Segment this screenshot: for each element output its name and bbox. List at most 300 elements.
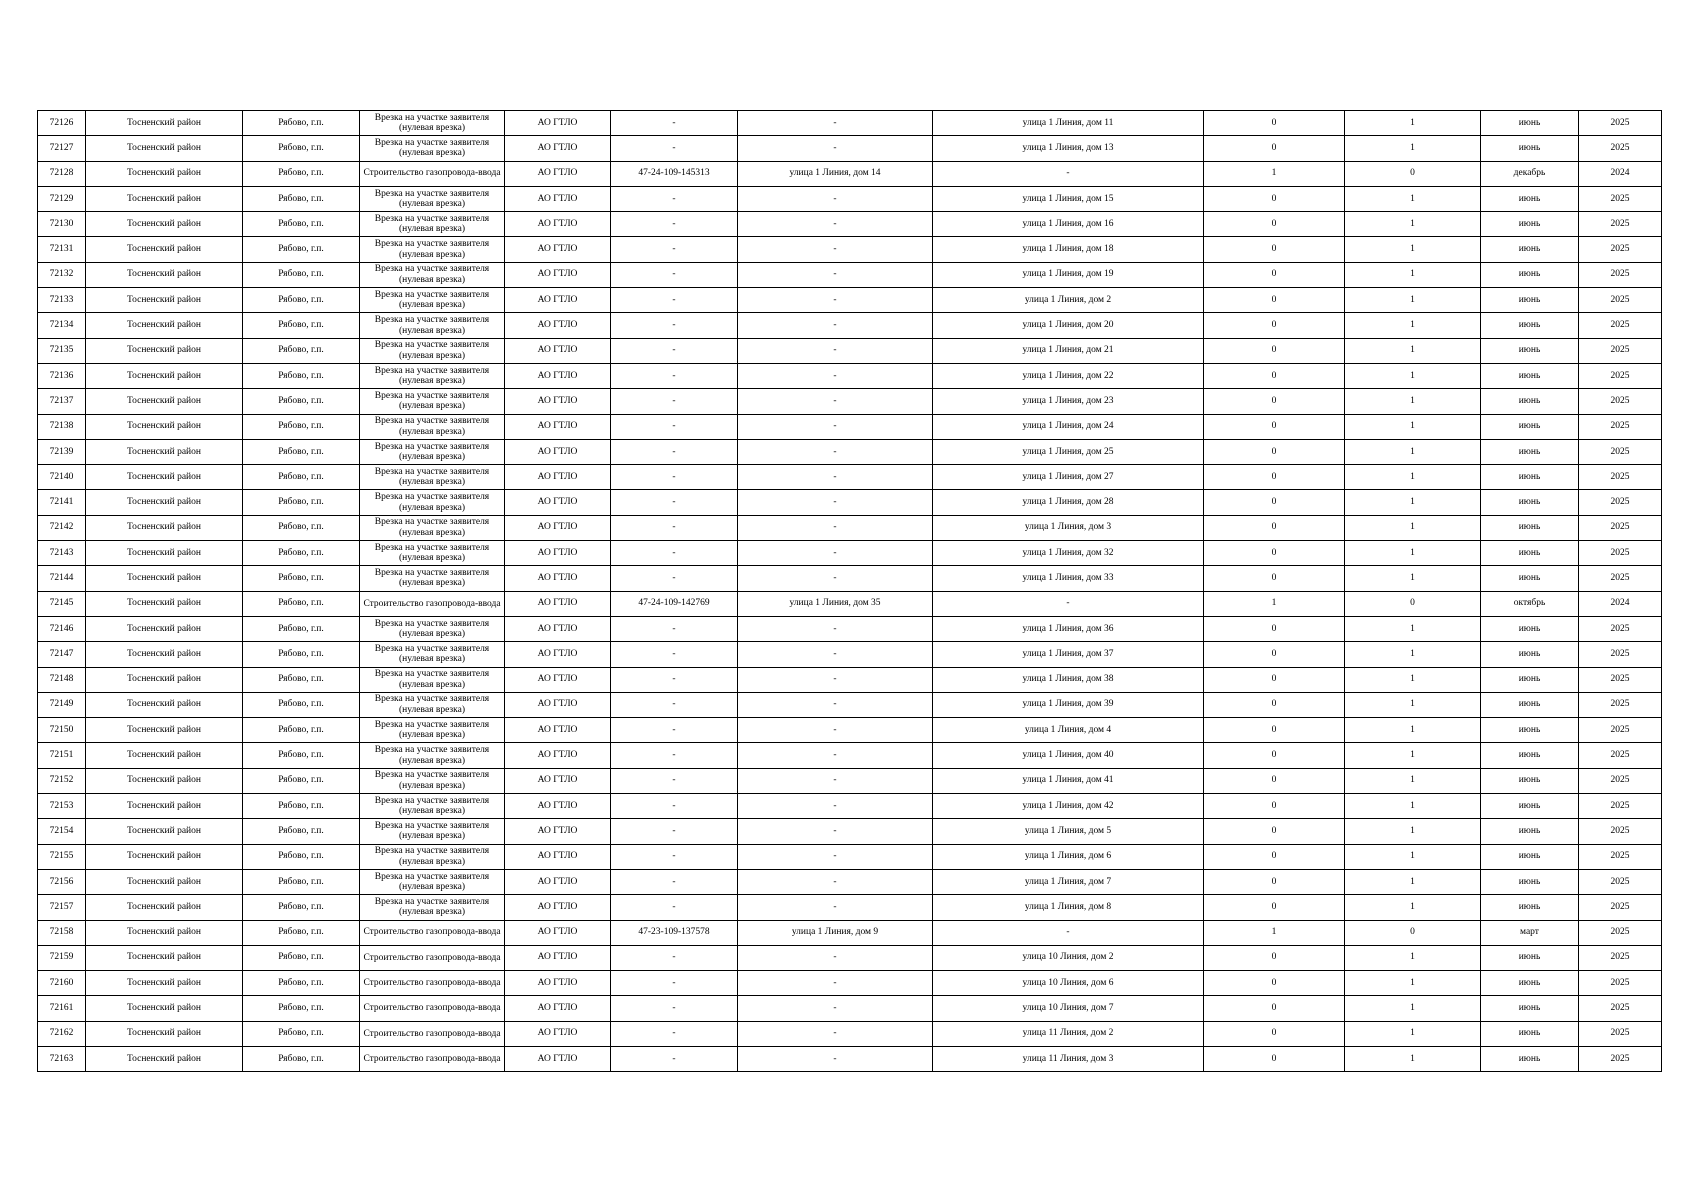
- district-cell: Тосненский район: [86, 642, 243, 667]
- address-secondary-cell: улица 10 Линия, дом 2: [933, 945, 1204, 970]
- count-a-cell: 0: [1204, 136, 1345, 161]
- address-secondary-cell: улица 1 Линия, дом 22: [933, 363, 1204, 388]
- settlement-cell: Рябово, г.п.: [243, 920, 360, 945]
- cadastral-number-cell: -: [611, 768, 738, 793]
- district-cell: Тосненский район: [86, 111, 243, 136]
- count-a-cell: 0: [1204, 768, 1345, 793]
- row-id-cell: 72137: [38, 389, 86, 414]
- organization-cell: АО ГТЛО: [505, 262, 611, 287]
- row-id-cell: 72142: [38, 515, 86, 540]
- month-cell: июнь: [1481, 288, 1579, 313]
- cadastral-number-cell: -: [611, 642, 738, 667]
- table-row: [38, 945, 1662, 970]
- organization-cell: АО ГТЛО: [505, 869, 611, 894]
- count-a-cell: 0: [1204, 515, 1345, 540]
- row-id-cell: 72162: [38, 1021, 86, 1046]
- year-cell: 2025: [1579, 212, 1662, 237]
- address-primary-cell: -: [738, 237, 933, 262]
- year-cell: 2025: [1579, 111, 1662, 136]
- district-cell: Тосненский район: [86, 844, 243, 869]
- row-id-cell: 72157: [38, 895, 86, 920]
- year-cell: 2025: [1579, 996, 1662, 1021]
- count-b-cell: 1: [1345, 212, 1481, 237]
- cadastral-number-cell: -: [611, 743, 738, 768]
- count-b-cell: 1: [1345, 186, 1481, 211]
- address-primary-cell: -: [738, 313, 933, 338]
- work-type-cell: Врезка на участке заявителя (нулевая врезка): [360, 819, 505, 844]
- work-type-cell: Строительство газопровода-ввода: [360, 1021, 505, 1046]
- address-primary-cell: -: [738, 262, 933, 287]
- address-secondary-cell: улица 1 Линия, дом 25: [933, 439, 1204, 464]
- work-type-cell: Врезка на участке заявителя (нулевая врезка): [360, 237, 505, 262]
- month-cell: июнь: [1481, 718, 1579, 743]
- table-row: [38, 743, 1662, 768]
- year-cell: 2025: [1579, 819, 1662, 844]
- table-row: [38, 414, 1662, 439]
- data-table: [37, 110, 1662, 1072]
- count-b-cell: 1: [1345, 768, 1481, 793]
- settlement-cell: Рябово, г.п.: [243, 439, 360, 464]
- work-type-cell: Врезка на участке заявителя (нулевая врезка): [360, 186, 505, 211]
- row-id-cell: 72140: [38, 465, 86, 490]
- address-primary-cell: -: [738, 996, 933, 1021]
- district-cell: Тосненский район: [86, 591, 243, 616]
- organization-cell: АО ГТЛО: [505, 237, 611, 262]
- settlement-cell: Рябово, г.п.: [243, 161, 360, 186]
- organization-cell: АО ГТЛО: [505, 794, 611, 819]
- address-secondary-cell: -: [933, 591, 1204, 616]
- district-cell: Тосненский район: [86, 692, 243, 717]
- organization-cell: АО ГТЛО: [505, 844, 611, 869]
- month-cell: июнь: [1481, 566, 1579, 591]
- year-cell: 2025: [1579, 313, 1662, 338]
- table-row: [38, 667, 1662, 692]
- month-cell: июнь: [1481, 414, 1579, 439]
- organization-cell: АО ГТЛО: [505, 1046, 611, 1071]
- table-row: [38, 920, 1662, 945]
- cadastral-number-cell: -: [611, 465, 738, 490]
- count-b-cell: 1: [1345, 439, 1481, 464]
- count-a-cell: 0: [1204, 288, 1345, 313]
- year-cell: 2025: [1579, 794, 1662, 819]
- organization-cell: АО ГТЛО: [505, 414, 611, 439]
- count-a-cell: 0: [1204, 237, 1345, 262]
- month-cell: июнь: [1481, 869, 1579, 894]
- table-row: [38, 338, 1662, 363]
- work-type-cell: Врезка на участке заявителя (нулевая врезка): [360, 414, 505, 439]
- cadastral-number-cell: -: [611, 566, 738, 591]
- count-b-cell: 1: [1345, 515, 1481, 540]
- organization-cell: АО ГТЛО: [505, 920, 611, 945]
- month-cell: декабрь: [1481, 161, 1579, 186]
- month-cell: июнь: [1481, 313, 1579, 338]
- count-a-cell: 0: [1204, 313, 1345, 338]
- district-cell: Тосненский район: [86, 667, 243, 692]
- count-b-cell: 1: [1345, 237, 1481, 262]
- district-cell: Тосненский район: [86, 237, 243, 262]
- count-b-cell: 0: [1345, 591, 1481, 616]
- district-cell: Тосненский район: [86, 414, 243, 439]
- month-cell: июнь: [1481, 819, 1579, 844]
- organization-cell: АО ГТЛО: [505, 389, 611, 414]
- month-cell: июнь: [1481, 338, 1579, 363]
- work-type-cell: Строительство газопровода-ввода: [360, 161, 505, 186]
- cadastral-number-cell: -: [611, 237, 738, 262]
- organization-cell: АО ГТЛО: [505, 616, 611, 641]
- cadastral-number-cell: -: [611, 1021, 738, 1046]
- address-primary-cell: -: [738, 667, 933, 692]
- row-id-cell: 72152: [38, 768, 86, 793]
- year-cell: 2025: [1579, 566, 1662, 591]
- count-b-cell: 1: [1345, 743, 1481, 768]
- count-a-cell: 0: [1204, 338, 1345, 363]
- month-cell: июнь: [1481, 794, 1579, 819]
- table-row: [38, 465, 1662, 490]
- cadastral-number-cell: -: [611, 869, 738, 894]
- settlement-cell: Рябово, г.п.: [243, 490, 360, 515]
- work-type-cell: Врезка на участке заявителя (нулевая врезка): [360, 794, 505, 819]
- table-row: [38, 1046, 1662, 1071]
- count-a-cell: 0: [1204, 667, 1345, 692]
- work-type-cell: Врезка на участке заявителя (нулевая врезка): [360, 718, 505, 743]
- district-cell: Тосненский район: [86, 768, 243, 793]
- address-secondary-cell: улица 1 Линия, дом 39: [933, 692, 1204, 717]
- row-id-cell: 72160: [38, 971, 86, 996]
- row-id-cell: 72130: [38, 212, 86, 237]
- settlement-cell: Рябово, г.п.: [243, 895, 360, 920]
- row-id-cell: 72135: [38, 338, 86, 363]
- year-cell: 2025: [1579, 186, 1662, 211]
- year-cell: 2025: [1579, 439, 1662, 464]
- organization-cell: АО ГТЛО: [505, 945, 611, 970]
- month-cell: июнь: [1481, 363, 1579, 388]
- table-body: [38, 111, 1662, 1072]
- cadastral-number-cell: -: [611, 439, 738, 464]
- cadastral-number-cell: -: [611, 667, 738, 692]
- address-primary-cell: -: [738, 288, 933, 313]
- settlement-cell: Рябово, г.п.: [243, 313, 360, 338]
- settlement-cell: Рябово, г.п.: [243, 869, 360, 894]
- address-secondary-cell: улица 1 Линия, дом 20: [933, 313, 1204, 338]
- address-primary-cell: -: [738, 541, 933, 566]
- table-row: [38, 616, 1662, 641]
- work-type-cell: Врезка на участке заявителя (нулевая врезка): [360, 616, 505, 641]
- year-cell: 2025: [1579, 338, 1662, 363]
- count-a-cell: 0: [1204, 718, 1345, 743]
- district-cell: Тосненский район: [86, 971, 243, 996]
- count-b-cell: 1: [1345, 363, 1481, 388]
- organization-cell: АО ГТЛО: [505, 490, 611, 515]
- count-b-cell: 1: [1345, 490, 1481, 515]
- year-cell: 2025: [1579, 465, 1662, 490]
- organization-cell: АО ГТЛО: [505, 667, 611, 692]
- row-id-cell: 72159: [38, 945, 86, 970]
- row-id-cell: 72149: [38, 692, 86, 717]
- count-b-cell: 1: [1345, 338, 1481, 363]
- table-row: [38, 212, 1662, 237]
- organization-cell: АО ГТЛО: [505, 136, 611, 161]
- address-secondary-cell: улица 1 Линия, дом 6: [933, 844, 1204, 869]
- address-primary-cell: -: [738, 819, 933, 844]
- count-b-cell: 1: [1345, 1046, 1481, 1071]
- work-type-cell: Врезка на участке заявителя (нулевая врезка): [360, 490, 505, 515]
- count-b-cell: 0: [1345, 920, 1481, 945]
- year-cell: 2025: [1579, 389, 1662, 414]
- count-a-cell: 0: [1204, 389, 1345, 414]
- organization-cell: АО ГТЛО: [505, 743, 611, 768]
- year-cell: 2025: [1579, 692, 1662, 717]
- year-cell: 2025: [1579, 718, 1662, 743]
- organization-cell: АО ГТЛО: [505, 718, 611, 743]
- address-primary-cell: -: [738, 566, 933, 591]
- count-b-cell: 1: [1345, 389, 1481, 414]
- count-b-cell: 1: [1345, 667, 1481, 692]
- work-type-cell: Врезка на участке заявителя (нулевая врезка): [360, 111, 505, 136]
- cadastral-number-cell: -: [611, 515, 738, 540]
- count-a-cell: 0: [1204, 465, 1345, 490]
- district-cell: Тосненский район: [86, 136, 243, 161]
- address-primary-cell: -: [738, 768, 933, 793]
- address-primary-cell: -: [738, 212, 933, 237]
- settlement-cell: Рябово, г.п.: [243, 262, 360, 287]
- count-b-cell: 1: [1345, 895, 1481, 920]
- work-type-cell: Врезка на участке заявителя (нулевая врезка): [360, 692, 505, 717]
- year-cell: 2025: [1579, 515, 1662, 540]
- work-type-cell: Врезка на участке заявителя (нулевая врезка): [360, 566, 505, 591]
- row-id-cell: 72145: [38, 591, 86, 616]
- work-type-cell: Врезка на участке заявителя (нулевая врезка): [360, 465, 505, 490]
- address-secondary-cell: улица 1 Линия, дом 4: [933, 718, 1204, 743]
- settlement-cell: Рябово, г.п.: [243, 667, 360, 692]
- district-cell: Тосненский район: [86, 186, 243, 211]
- organization-cell: АО ГТЛО: [505, 111, 611, 136]
- address-primary-cell: -: [738, 136, 933, 161]
- organization-cell: АО ГТЛО: [505, 1021, 611, 1046]
- month-cell: июнь: [1481, 768, 1579, 793]
- address-primary-cell: улица 1 Линия, дом 14: [738, 161, 933, 186]
- cadastral-number-cell: -: [611, 389, 738, 414]
- address-secondary-cell: улица 1 Линия, дом 5: [933, 819, 1204, 844]
- row-id-cell: 72155: [38, 844, 86, 869]
- cadastral-number-cell: -: [611, 1046, 738, 1071]
- row-id-cell: 72139: [38, 439, 86, 464]
- month-cell: март: [1481, 920, 1579, 945]
- count-b-cell: 1: [1345, 566, 1481, 591]
- cadastral-number-cell: -: [611, 895, 738, 920]
- table-row: [38, 186, 1662, 211]
- settlement-cell: Рябово, г.п.: [243, 338, 360, 363]
- address-primary-cell: -: [738, 844, 933, 869]
- month-cell: июнь: [1481, 262, 1579, 287]
- count-a-cell: 0: [1204, 186, 1345, 211]
- address-secondary-cell: -: [933, 161, 1204, 186]
- month-cell: июнь: [1481, 1021, 1579, 1046]
- work-type-cell: Строительство газопровода-ввода: [360, 945, 505, 970]
- count-a-cell: 0: [1204, 642, 1345, 667]
- month-cell: июнь: [1481, 692, 1579, 717]
- address-secondary-cell: улица 1 Линия, дом 33: [933, 566, 1204, 591]
- year-cell: 2024: [1579, 591, 1662, 616]
- settlement-cell: Рябово, г.п.: [243, 1046, 360, 1071]
- table-row: [38, 262, 1662, 287]
- cadastral-number-cell: -: [611, 186, 738, 211]
- address-primary-cell: -: [738, 338, 933, 363]
- month-cell: июнь: [1481, 895, 1579, 920]
- settlement-cell: Рябово, г.п.: [243, 541, 360, 566]
- work-type-cell: Врезка на участке заявителя (нулевая врезка): [360, 363, 505, 388]
- address-secondary-cell: улица 1 Линия, дом 18: [933, 237, 1204, 262]
- row-id-cell: 72131: [38, 237, 86, 262]
- month-cell: июнь: [1481, 616, 1579, 641]
- cadastral-number-cell: 47-24-109-145313: [611, 161, 738, 186]
- row-id-cell: 72156: [38, 869, 86, 894]
- table-row: [38, 136, 1662, 161]
- count-b-cell: 1: [1345, 313, 1481, 338]
- work-type-cell: Врезка на участке заявителя (нулевая врезка): [360, 439, 505, 464]
- row-id-cell: 72144: [38, 566, 86, 591]
- address-secondary-cell: улица 1 Линия, дом 7: [933, 869, 1204, 894]
- address-primary-cell: -: [738, 869, 933, 894]
- cadastral-number-cell: -: [611, 212, 738, 237]
- district-cell: Тосненский район: [86, 1046, 243, 1071]
- month-cell: июнь: [1481, 465, 1579, 490]
- work-type-cell: Врезка на участке заявителя (нулевая врезка): [360, 869, 505, 894]
- year-cell: 2025: [1579, 237, 1662, 262]
- year-cell: 2025: [1579, 363, 1662, 388]
- count-a-cell: 0: [1204, 1046, 1345, 1071]
- settlement-cell: Рябово, г.п.: [243, 642, 360, 667]
- work-type-cell: Строительство газопровода-ввода: [360, 996, 505, 1021]
- settlement-cell: Рябово, г.п.: [243, 186, 360, 211]
- district-cell: Тосненский район: [86, 869, 243, 894]
- year-cell: 2025: [1579, 541, 1662, 566]
- row-id-cell: 72141: [38, 490, 86, 515]
- district-cell: Тосненский район: [86, 616, 243, 641]
- address-secondary-cell: улица 1 Линия, дом 32: [933, 541, 1204, 566]
- organization-cell: АО ГТЛО: [505, 465, 611, 490]
- organization-cell: АО ГТЛО: [505, 363, 611, 388]
- month-cell: июнь: [1481, 439, 1579, 464]
- cadastral-number-cell: -: [611, 136, 738, 161]
- count-a-cell: 1: [1204, 591, 1345, 616]
- district-cell: Тосненский район: [86, 363, 243, 388]
- cadastral-number-cell: -: [611, 262, 738, 287]
- cadastral-number-cell: -: [611, 338, 738, 363]
- cadastral-number-cell: -: [611, 541, 738, 566]
- count-b-cell: 1: [1345, 1021, 1481, 1046]
- district-cell: Тосненский район: [86, 920, 243, 945]
- organization-cell: АО ГТЛО: [505, 642, 611, 667]
- table-row: [38, 288, 1662, 313]
- year-cell: 2024: [1579, 161, 1662, 186]
- table-row: [38, 895, 1662, 920]
- count-b-cell: 1: [1345, 262, 1481, 287]
- row-id-cell: 72134: [38, 313, 86, 338]
- address-secondary-cell: улица 11 Линия, дом 3: [933, 1046, 1204, 1071]
- table-row: [38, 768, 1662, 793]
- year-cell: 2025: [1579, 920, 1662, 945]
- table-row: [38, 566, 1662, 591]
- settlement-cell: Рябово, г.п.: [243, 111, 360, 136]
- address-primary-cell: -: [738, 363, 933, 388]
- settlement-cell: Рябово, г.п.: [243, 288, 360, 313]
- settlement-cell: Рябово, г.п.: [243, 971, 360, 996]
- settlement-cell: Рябово, г.п.: [243, 591, 360, 616]
- row-id-cell: 72128: [38, 161, 86, 186]
- count-b-cell: 1: [1345, 465, 1481, 490]
- address-secondary-cell: улица 1 Линия, дом 27: [933, 465, 1204, 490]
- count-a-cell: 0: [1204, 743, 1345, 768]
- row-id-cell: 72147: [38, 642, 86, 667]
- count-a-cell: 0: [1204, 1021, 1345, 1046]
- address-primary-cell: -: [738, 186, 933, 211]
- district-cell: Тосненский район: [86, 212, 243, 237]
- address-secondary-cell: улица 1 Линия, дом 21: [933, 338, 1204, 363]
- district-cell: Тосненский район: [86, 465, 243, 490]
- month-cell: июнь: [1481, 212, 1579, 237]
- address-secondary-cell: улица 11 Линия, дом 2: [933, 1021, 1204, 1046]
- count-b-cell: 1: [1345, 945, 1481, 970]
- address-secondary-cell: улица 1 Линия, дом 24: [933, 414, 1204, 439]
- count-b-cell: 1: [1345, 111, 1481, 136]
- row-id-cell: 72133: [38, 288, 86, 313]
- count-b-cell: 1: [1345, 996, 1481, 1021]
- work-type-cell: Врезка на участке заявителя (нулевая врезка): [360, 136, 505, 161]
- address-primary-cell: -: [738, 389, 933, 414]
- work-type-cell: Врезка на участке заявителя (нулевая врезка): [360, 515, 505, 540]
- month-cell: июнь: [1481, 642, 1579, 667]
- district-cell: Тосненский район: [86, 566, 243, 591]
- settlement-cell: Рябово, г.п.: [243, 212, 360, 237]
- year-cell: 2025: [1579, 642, 1662, 667]
- cadastral-number-cell: -: [611, 844, 738, 869]
- table-row: [38, 389, 1662, 414]
- district-cell: Тосненский район: [86, 794, 243, 819]
- organization-cell: АО ГТЛО: [505, 692, 611, 717]
- settlement-cell: Рябово, г.п.: [243, 743, 360, 768]
- work-type-cell: Строительство газопровода-ввода: [360, 591, 505, 616]
- cadastral-number-cell: -: [611, 414, 738, 439]
- district-cell: Тосненский район: [86, 945, 243, 970]
- cadastral-number-cell: -: [611, 616, 738, 641]
- row-id-cell: 72143: [38, 541, 86, 566]
- count-a-cell: 0: [1204, 945, 1345, 970]
- organization-cell: АО ГТЛО: [505, 996, 611, 1021]
- month-cell: июнь: [1481, 667, 1579, 692]
- table-row: [38, 844, 1662, 869]
- settlement-cell: Рябово, г.п.: [243, 692, 360, 717]
- settlement-cell: Рябово, г.п.: [243, 768, 360, 793]
- district-cell: Тосненский район: [86, 515, 243, 540]
- cadastral-number-cell: -: [611, 111, 738, 136]
- address-secondary-cell: улица 1 Линия, дом 38: [933, 667, 1204, 692]
- address-primary-cell: -: [738, 642, 933, 667]
- month-cell: июнь: [1481, 541, 1579, 566]
- settlement-cell: Рябово, г.п.: [243, 794, 360, 819]
- count-b-cell: 0: [1345, 161, 1481, 186]
- address-primary-cell: -: [738, 1021, 933, 1046]
- row-id-cell: 72138: [38, 414, 86, 439]
- table-row: [38, 541, 1662, 566]
- district-cell: Тосненский район: [86, 743, 243, 768]
- count-b-cell: 1: [1345, 414, 1481, 439]
- cadastral-number-cell: 47-23-109-137578: [611, 920, 738, 945]
- table-row: [38, 161, 1662, 186]
- work-type-cell: Врезка на участке заявителя (нулевая врезка): [360, 768, 505, 793]
- count-a-cell: 0: [1204, 212, 1345, 237]
- table-row: [38, 718, 1662, 743]
- address-secondary-cell: улица 1 Линия, дом 19: [933, 262, 1204, 287]
